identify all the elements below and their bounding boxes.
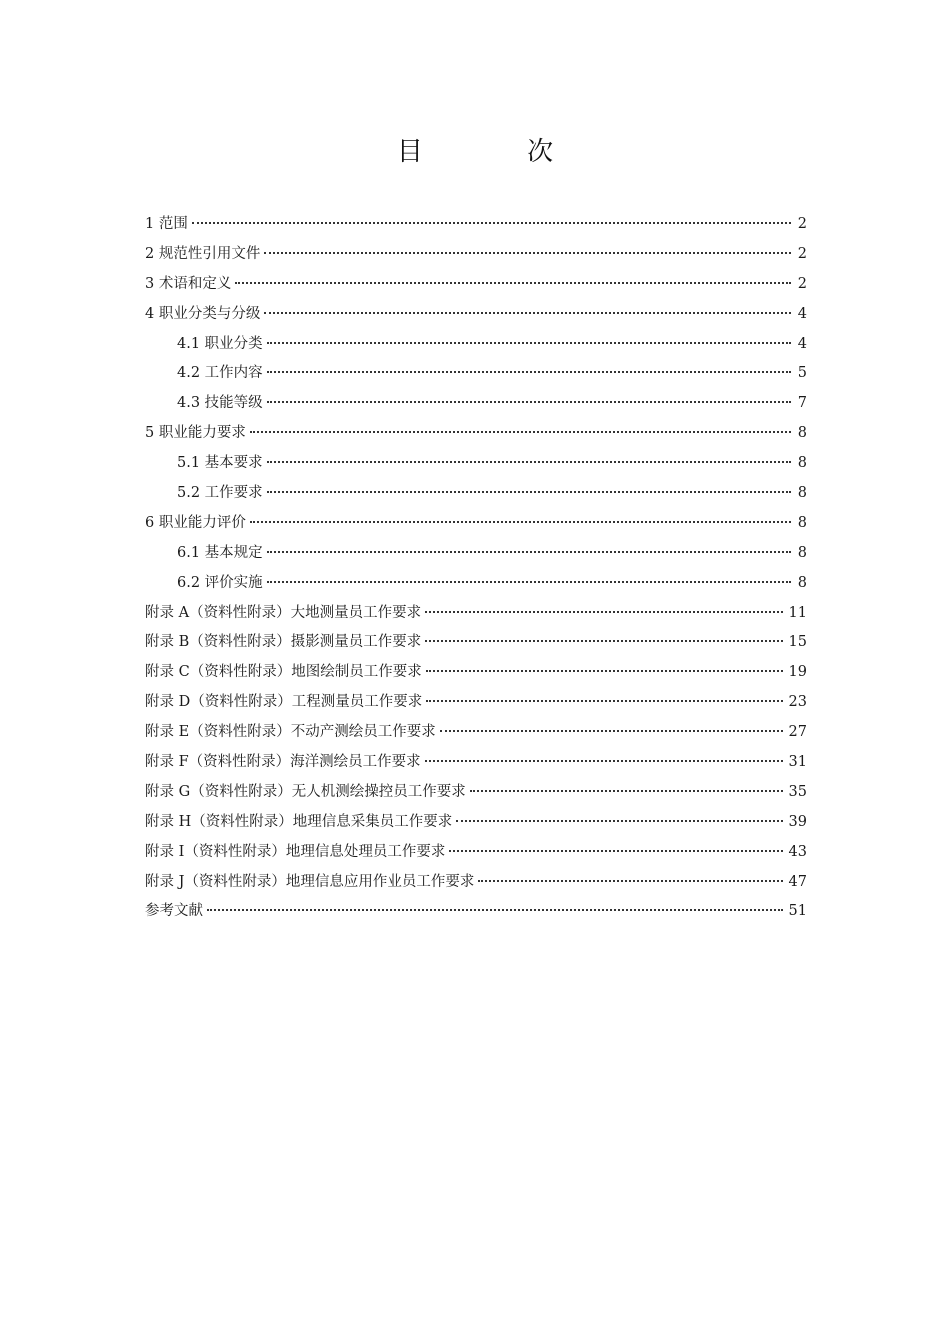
toc-dot-leader xyxy=(426,670,783,672)
toc-dot-leader xyxy=(478,880,782,882)
toc-entry-label: 附录 A（资料性附录）大地测量员工作要求 xyxy=(145,604,422,621)
toc-entry-label: 附录 G（资料性附录）无人机测绘操控员工作要求 xyxy=(145,783,466,800)
toc-dot-leader xyxy=(267,401,791,403)
toc-entry-label: 附录 I（资料性附录）地理信息处理员工作要求 xyxy=(145,843,446,860)
toc-entry-label: 5 职业能力要求 xyxy=(145,425,246,442)
toc-page-number: 4 xyxy=(797,335,807,352)
toc-entry-label: 附录 B（资料性附录）摄影测量员工作要求 xyxy=(145,634,422,651)
toc-entry-label: 参考文献 xyxy=(145,903,203,920)
toc-page-number: 5 xyxy=(797,365,807,382)
toc-page-number: 8 xyxy=(797,455,807,472)
toc-page-number: 4 xyxy=(797,305,807,322)
toc-dot-leader xyxy=(440,730,783,732)
toc-page-number: 8 xyxy=(797,514,807,531)
toc-entry[interactable] xyxy=(145,808,807,838)
toc-entry[interactable] xyxy=(145,359,807,389)
toc-entry-label: 4.2 工作内容 xyxy=(177,365,263,382)
toc-entry-label: 附录 H（资料性附录）地理信息采集员工作要求 xyxy=(145,813,453,830)
toc-dot-leader xyxy=(235,282,791,284)
toc-page-number: 47 xyxy=(788,873,807,890)
toc-page-number: 19 xyxy=(788,664,807,681)
toc-page-number: 11 xyxy=(788,604,807,621)
toc-page-number: 15 xyxy=(788,634,807,651)
toc-page-number: 43 xyxy=(788,843,807,860)
toc-entry[interactable] xyxy=(145,210,807,240)
toc-dot-leader xyxy=(267,342,791,344)
toc-page-number: 23 xyxy=(788,694,807,711)
toc-entry-label: 附录 J（资料性附录）地理信息应用作业员工作要求 xyxy=(145,873,475,890)
toc-dot-leader xyxy=(470,790,783,792)
toc-entry[interactable] xyxy=(145,240,807,270)
toc-page-number: 7 xyxy=(797,395,807,412)
toc-entry[interactable] xyxy=(145,748,807,778)
toc-dot-leader xyxy=(250,431,791,433)
toc-entry-label: 4 职业分类与分级 xyxy=(145,305,261,322)
toc-entry-label: 4.3 技能等级 xyxy=(177,395,263,412)
toc-entry-label: 5.2 工作要求 xyxy=(177,485,263,502)
toc-entry[interactable] xyxy=(145,569,807,599)
toc-entry[interactable] xyxy=(145,778,807,808)
toc-entry-label: 附录 C（资料性附录）地图绘制员工作要求 xyxy=(145,664,422,681)
toc-dot-leader xyxy=(267,551,791,553)
toc-dot-leader xyxy=(264,252,791,254)
toc-page-number: 8 xyxy=(797,544,807,561)
toc-entry[interactable] xyxy=(145,658,807,688)
toc-page-number: 8 xyxy=(797,574,807,591)
toc-dot-leader xyxy=(267,491,791,493)
toc-entry-label: 6.2 评价实施 xyxy=(177,574,263,591)
toc-page-number: 27 xyxy=(788,724,807,741)
toc-page-number: 39 xyxy=(788,813,807,830)
toc-dot-leader xyxy=(267,461,791,463)
toc-entry[interactable] xyxy=(145,270,807,300)
toc-entry-label: 4.1 职业分类 xyxy=(177,335,263,352)
toc-dot-leader xyxy=(425,640,782,642)
toc-title: 目 次 xyxy=(396,137,602,167)
toc-entry-label: 附录 F（资料性附录）海洋测绘员工作要求 xyxy=(145,754,421,771)
table-of-contents xyxy=(145,210,807,927)
toc-entry-label: 附录 D（资料性附录）工程测量员工作要求 xyxy=(145,694,423,711)
toc-dot-leader xyxy=(425,611,782,613)
toc-entry[interactable] xyxy=(145,897,807,927)
toc-page-number: 2 xyxy=(797,275,807,292)
toc-entry[interactable] xyxy=(145,419,807,449)
toc-page-number: 2 xyxy=(797,245,807,262)
toc-entry[interactable] xyxy=(145,628,807,658)
toc-entry[interactable] xyxy=(145,300,807,330)
toc-page-number: 51 xyxy=(788,903,807,920)
toc-dot-leader xyxy=(456,820,782,822)
toc-dot-leader xyxy=(449,850,782,852)
toc-entry[interactable] xyxy=(145,449,807,479)
toc-dot-leader xyxy=(426,700,782,702)
toc-dot-leader xyxy=(425,760,783,762)
toc-entry[interactable] xyxy=(145,389,807,419)
toc-entry-label: 附录 E（资料性附录）不动产测绘员工作要求 xyxy=(145,724,436,741)
toc-entry[interactable] xyxy=(145,838,807,868)
toc-entry[interactable] xyxy=(145,479,807,509)
toc-entry[interactable] xyxy=(145,509,807,539)
toc-entry-label: 3 术语和定义 xyxy=(145,275,232,292)
toc-page-number: 8 xyxy=(797,485,807,502)
toc-page-number: 2 xyxy=(797,216,807,232)
toc-entry[interactable] xyxy=(145,868,807,898)
toc-entry[interactable] xyxy=(145,539,807,569)
toc-page-number: 35 xyxy=(788,783,807,800)
toc-entry-label: 2 规范性引用文件 xyxy=(145,245,261,262)
toc-page-number: 8 xyxy=(797,425,807,442)
toc-entry[interactable] xyxy=(145,330,807,360)
toc-entry[interactable] xyxy=(145,718,807,748)
toc-dot-leader xyxy=(267,581,791,583)
toc-dot-leader xyxy=(192,222,791,224)
toc-dot-leader xyxy=(207,909,783,911)
toc-entry-label: 5.1 基本要求 xyxy=(177,455,263,472)
toc-entry-label: 1 范围 xyxy=(145,216,188,232)
toc-entry[interactable] xyxy=(145,599,807,629)
toc-dot-leader xyxy=(250,521,791,523)
toc-entry-label: 6.1 基本规定 xyxy=(177,544,263,561)
toc-page-number: 31 xyxy=(788,754,807,771)
toc-dot-leader xyxy=(264,312,791,314)
toc-entry[interactable] xyxy=(145,688,807,718)
toc-dot-leader xyxy=(267,371,791,373)
toc-entry-label: 6 职业能力评价 xyxy=(145,514,246,531)
